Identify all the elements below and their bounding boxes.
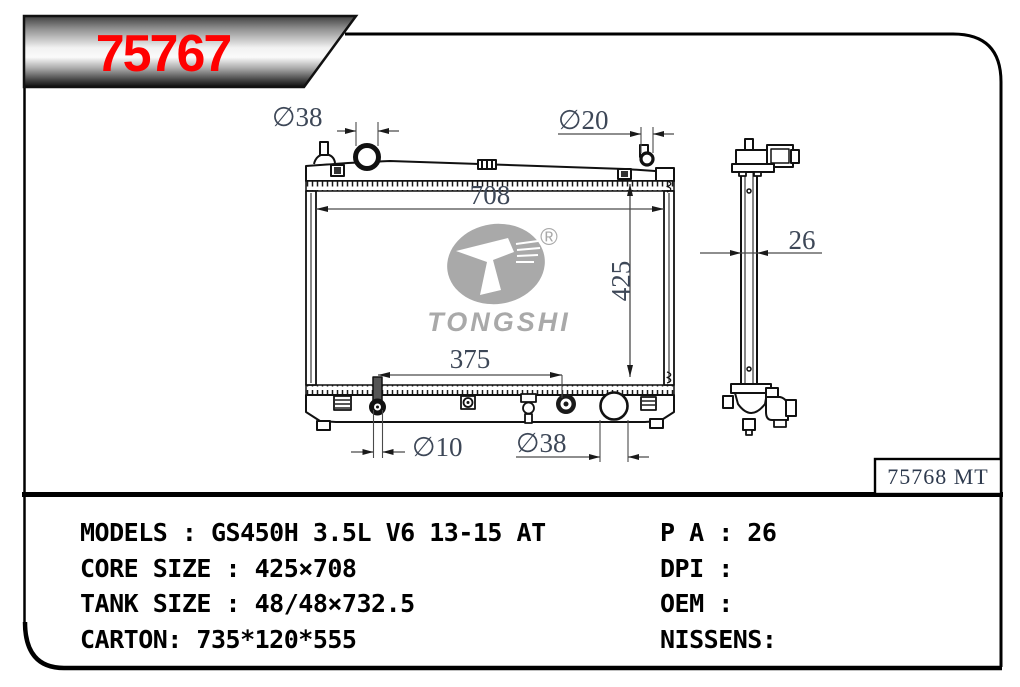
section-divider [22,492,1003,497]
part-number: 75767 [95,25,231,83]
spec-dpi: DPI : [660,553,733,583]
dim-bottom-span [378,344,562,378]
spec-carton: CARTON: 735*120*555 [80,624,357,654]
svg-text:425: 425 [606,260,636,302]
svg-text:375: 375 [449,344,491,374]
dim-inlet-diameter-top [272,102,399,134]
dim-side-thickness [700,225,822,256]
logo-ellipse [442,218,550,311]
svg-text:∅38: ∅38 [516,428,567,458]
reference-box [875,459,1001,494]
tongshi-logo [427,218,571,337]
logo-brand-text: TONGSHI [427,307,571,337]
reference-number: 75768 MT [887,464,989,489]
spec-models: MODELS : GS450H 3.5L V6 13-15 AT [80,518,546,548]
dim-pipe-diameter-top [558,105,674,137]
spec-pa: P A : 26 [660,518,777,548]
registered-trademark-icon: ® [540,224,558,251]
spec-tank-size: TANK SIZE : 48/48×732.5 [80,589,415,619]
dim-core-height [606,184,636,377]
spec-core-size: CORE SIZE : 425×708 [80,553,357,583]
spec-nissens: NISSENS: [660,624,777,654]
radiator-side-view [723,139,799,435]
page-frame [22,16,1003,668]
spec-oem: OEM : [660,589,733,619]
svg-text:708: 708 [469,180,511,210]
svg-text:∅20: ∅20 [558,105,609,135]
svg-text:∅38: ∅38 [272,102,323,132]
svg-text:26: 26 [788,225,816,255]
dim-drain-pin-diameter [351,432,463,462]
svg-text:∅10: ∅10 [412,432,463,462]
part-number-banner [24,16,356,87]
dim-outlet-diameter-bottom [516,428,649,460]
